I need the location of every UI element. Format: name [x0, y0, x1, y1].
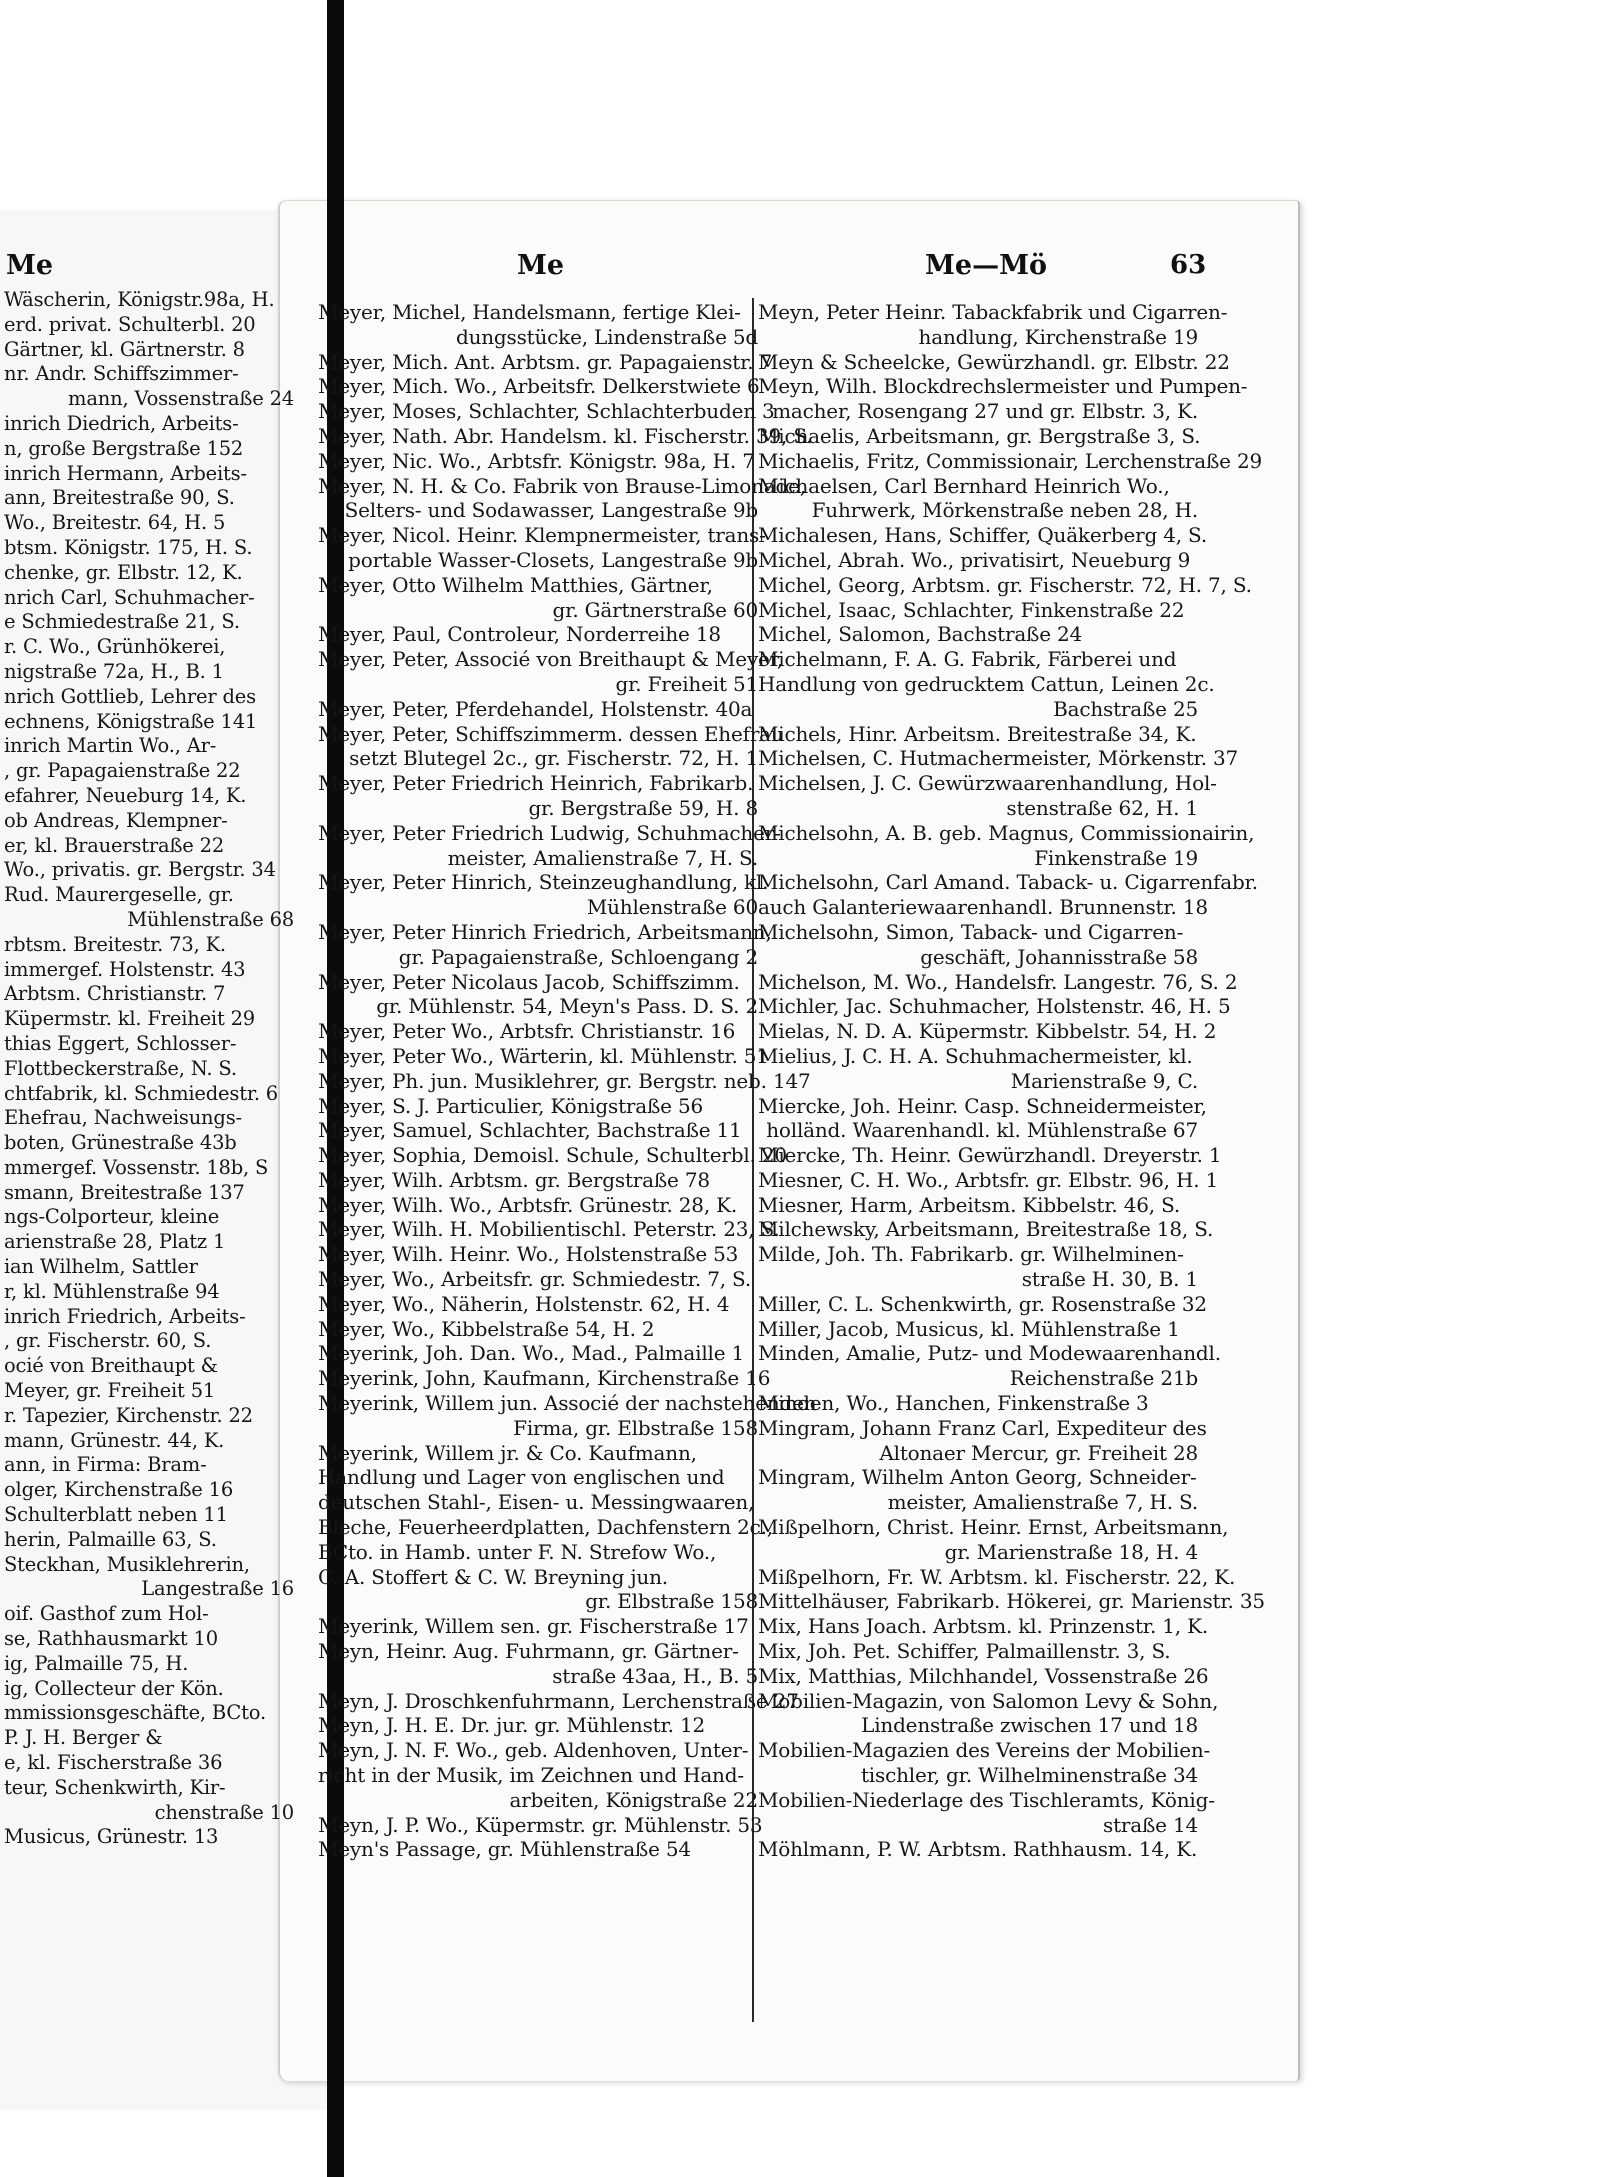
- entry-line: e Schmiedestraße 21, S.: [4, 610, 240, 634]
- entry-line: inrich Friedrich, Arbeits-: [4, 1304, 246, 1328]
- entry-line: Meyn, Wilh. Blockdrechslermeister und Pumpen-: [758, 374, 1248, 399]
- entry-line: Arbtsm. Christianstr. 7: [4, 982, 226, 1006]
- entry-line: Finkenstraße 19: [1034, 845, 1198, 870]
- entry-line: Mißpelhorn, Christ. Heinr. Ernst, Arbeitsmann,: [758, 1515, 1229, 1540]
- entry-line: straße 14: [1103, 1812, 1198, 1837]
- entry-line: gr. Gärtnerstraße 60: [552, 597, 758, 622]
- entry-line: Meyer, S. J. Particulier, Königstraße 56: [318, 1093, 703, 1118]
- entry-line: nigstraße 72a, H., B. 1: [4, 659, 224, 683]
- entry-line: Reichenstraße 21b: [1009, 1366, 1198, 1391]
- entry-line: Mielius, J. C. H. A. Schuhmachermeister, kl.: [758, 1043, 1193, 1068]
- entry-line: Miesner, C. H. Wo., Arbtsfr. gr. Elbstr. 96, H. 1: [758, 1167, 1219, 1192]
- entry-line: chenstraße 10: [154, 1800, 294, 1824]
- entry-line: deutschen Stahl-, Eisen- u. Messingwaaren,: [318, 1490, 755, 1515]
- entry-line: Michels, Hinr. Arbeitsm. Breitestraße 34, K.: [758, 721, 1197, 746]
- entry-line: efahrer, Neueburg 14, K.: [4, 783, 247, 807]
- entry-line: Meyer, Wilh. Arbtsm. gr. Bergstraße 78: [318, 1167, 710, 1192]
- entry-line: Altonaer Mercur, gr. Freiheit 28: [879, 1440, 1198, 1465]
- entry-line: Minden, Amalie, Putz- und Modewaarenhandl.: [758, 1341, 1221, 1366]
- right-column-header: Me—Mö: [925, 250, 1047, 281]
- entry-line: er, kl. Brauerstraße 22: [4, 833, 225, 857]
- entry-line: geschäft, Johannisstraße 58: [920, 944, 1198, 969]
- entry-line: boten, Grünestraße 43b: [4, 1131, 237, 1155]
- entry-line: herin, Palmaille 63, S.: [4, 1527, 217, 1551]
- entry-line: Meyer, Wo., Kibbelstraße 54, H. 2: [318, 1316, 655, 1341]
- entry-line: echnens, Königstraße 141: [4, 709, 258, 733]
- entry-line: Meyer, Samuel, Schlachter, Bachstraße 11: [318, 1118, 742, 1143]
- entry-line: Gärtner, kl. Gärtnerstr. 8: [4, 337, 245, 361]
- entry-line: nrich Carl, Schuhmacher-: [4, 585, 255, 609]
- middle-column-header: Me: [517, 250, 565, 281]
- entry-line: ig, Palmaille 75, H.: [4, 1651, 189, 1675]
- entry-line: Meyer, Paul, Controleur, Norderreihe 18: [318, 622, 721, 647]
- entry-line: Mix, Matthias, Milchhandel, Vossenstraße 26: [758, 1663, 1209, 1688]
- entry-line: Musicus, Grünestr. 13: [4, 1825, 219, 1849]
- entry-line: Meyer, Nic. Wo., Arbtsfr. Königstr. 98a, H. 7: [318, 448, 755, 473]
- entry-line: Meyer, Peter, Pferdehandel, Holstenstr. 40a: [318, 696, 753, 721]
- entry-line: Meyer, Peter Friedrich Ludwig, Schuhmacher-: [318, 820, 781, 845]
- entry-line: gr. Papagaienstraße, Schloengang 2: [398, 944, 758, 969]
- entry-line: , gr. Papagaienstraße 22: [4, 759, 241, 783]
- entry-line: Fuhrwerk, Mörkenstraße neben 28, H.: [811, 498, 1198, 523]
- page-number: 63: [1170, 250, 1207, 280]
- entry-line: meister, Amalienstraße 7, H. S.: [447, 845, 758, 870]
- entry-line: Meyer, Wilh. Wo., Arbtsfr. Grünestr. 28, K.: [318, 1192, 738, 1217]
- entry-line: Mobilien-Magazien des Vereins der Mobilien-: [758, 1738, 1211, 1763]
- entry-line: Marienstraße 9, C.: [1010, 1068, 1198, 1093]
- entry-line: Mittelhäuser, Fabrikarb. Hökerei, gr. Marienstr. 35: [758, 1589, 1265, 1614]
- entry-line: richt in der Musik, im Zeichnen und Hand-: [318, 1763, 744, 1788]
- entry-line: Meyn, J. Droschkenfuhrmann, Lerchenstraße 27: [318, 1688, 799, 1713]
- entry-line: teur, Schenkwirth, Kir-: [4, 1775, 226, 1799]
- entry-line: gr. Elbstraße 158: [585, 1589, 758, 1614]
- entry-line: Meyn & Scheelcke, Gewürzhandl. gr. Elbstr. 22: [758, 349, 1230, 374]
- entry-line: arienstraße 28, Platz 1: [4, 1230, 226, 1254]
- entry-line: ngs-Colporteur, kleine: [4, 1205, 220, 1229]
- entry-line: Mix, Hans Joach. Arbtsm. kl. Prinzenstr. 1, K.: [758, 1614, 1208, 1639]
- entry-line: Meyer, Nath. Abr. Handelsm. kl. Fischerstr. 39, S.: [318, 423, 813, 448]
- entry-line: btsm. Königstr. 175, H. S.: [4, 535, 253, 559]
- entry-line: Michaelis, Fritz, Commissionair, Lerchenstraße 29: [758, 448, 1262, 473]
- entry-line: Meyerink, Joh. Dan. Wo., Mad., Palmaille 1: [318, 1341, 745, 1366]
- entry-line: Michel, Isaac, Schlachter, Finkenstraße 22: [758, 597, 1185, 622]
- entry-line: gr. Mühlenstr. 54, Meyn's Pass. D. S. 2: [376, 994, 758, 1019]
- entry-line: ann, Breitestraße 90, S.: [4, 486, 235, 510]
- entry-line: n, große Bergstraße 152: [4, 436, 244, 460]
- entry-line: Michelmann, F. A. G. Fabrik, Färberei und: [758, 647, 1177, 672]
- entry-line: Michelsohn, Carl Amand. Taback- u. Cigarrenfabr.: [758, 870, 1258, 895]
- entry-line: Mühlenstraße 60: [586, 895, 758, 920]
- middle-column: [318, 300, 817, 2020]
- entry-line: Michelson, M. Wo., Handelsfr. Langestr. 76, S. 2: [758, 969, 1238, 994]
- entry-line: Meyn, Peter Heinr. Tabackfabrik und Cigarren-: [758, 300, 1228, 324]
- entry-line: Meyer, Peter Hinrich, Steinzeughandlung, kl.: [318, 870, 769, 895]
- entry-line: Meyer, N. H. & Co. Fabrik von Brause-Limonade,: [318, 473, 806, 498]
- entry-line: stenstraße 62, H. 1: [1006, 795, 1198, 820]
- entry-line: thias Eggert, Schlosser-: [4, 1031, 237, 1055]
- entry-line: Selters- und Sodawasser, Langestraße 9b: [344, 498, 758, 523]
- entry-line: Meyerink, Willem jun. Associé der nachstehenden: [318, 1391, 817, 1416]
- entry-line: Mißpelhorn, Fr. W. Arbtsm. kl. Fischerstr. 22, K.: [758, 1564, 1236, 1589]
- entry-line: Meyer, Peter, Schiffszimmerm. dessen Ehefrau: [318, 721, 784, 746]
- left-page-column: [4, 288, 294, 2078]
- entry-line: mmissionsgeschäfte, BCto.: [4, 1701, 266, 1725]
- entry-line: Miercke, Joh. Heinr. Casp. Schneidermeister,: [758, 1093, 1207, 1118]
- entry-line: C. A. Stoffert & C. W. Breyning jun.: [318, 1564, 668, 1589]
- entry-line: ian Wilhelm, Sattler: [4, 1255, 198, 1279]
- entry-line: Miller, C. L. Schenkwirth, gr. Rosenstraße 32: [758, 1291, 1207, 1316]
- entry-line: macher, Rosengang 27 und gr. Elbstr. 3, K.: [772, 399, 1198, 424]
- entry-line: smann, Breitestraße 137: [4, 1180, 245, 1204]
- entry-line: Flottbeckerstraße, N. S.: [4, 1056, 237, 1080]
- entry-line: Miesner, Harm, Arbeitsm. Kibbelstr. 46, S.: [758, 1192, 1181, 1217]
- entry-line: BCto. in Hamb. unter F. N. Strefow Wo.,: [318, 1539, 717, 1564]
- entry-line: Mix, Joh. Pet. Schiffer, Palmaillenstr. 3, S.: [758, 1639, 1171, 1664]
- entry-line: Wo., Breitestr. 64, H. 5: [4, 511, 226, 535]
- entry-line: , gr. Fischerstr. 60, S.: [4, 1329, 212, 1353]
- entry-line: Rud. Maurergeselle, gr.: [4, 883, 234, 907]
- entry-line: Meyer, Moses, Schlachter, Schlachterbuden 3: [318, 399, 775, 424]
- entry-line: Meyerink, Willem jr. & Co. Kaufmann,: [318, 1440, 697, 1465]
- entry-line: Miller, Jacob, Musicus, kl. Mühlenstraße 1: [758, 1316, 1180, 1341]
- entry-line: setzt Blutegel 2c., gr. Fischerstr. 72, H. 1: [349, 746, 758, 771]
- entry-line: straße 43aa, H., B. 5: [552, 1663, 758, 1688]
- entry-line: Möhlmann, P. W. Arbtsm. Rathhausm. 14, K.: [758, 1837, 1198, 1862]
- entry-line: Wo., privatis. gr. Bergstr. 34: [4, 858, 276, 882]
- entry-line: straße H. 30, B. 1: [1021, 1267, 1198, 1292]
- entry-line: Milde, Joh. Th. Fabrikarb. gr. Wilhelminen-: [758, 1242, 1184, 1267]
- entry-line: Meyer, Otto Wilhelm Matthies, Gärtner,: [318, 572, 713, 597]
- entry-line: Bachstraße 25: [1053, 696, 1198, 721]
- entry-line: Meyer, Peter Nicolaus Jacob, Schiffszimm.: [318, 969, 740, 994]
- entry-line: tischler, gr. Wilhelminenstraße 34: [860, 1763, 1198, 1788]
- entry-line: Ehefrau, Nachweisungs-: [4, 1106, 242, 1130]
- entry-line: Michel, Abrah. Wo., privatisirt, Neueburg 9: [758, 547, 1191, 572]
- entry-line: Meyer, Wilh. H. Mobilientischl. Peterstr. 23, S.: [318, 1217, 780, 1242]
- entry-line: Meyn, J. P. Wo., Küpermstr. gr. Mühlenstr. 53: [318, 1812, 763, 1837]
- entry-line: Meyer, Wo., Arbeitsfr. gr. Schmiedestr. 7, S.: [318, 1267, 751, 1292]
- entry-line: Miercke, Th. Heinr. Gewürzhandl. Dreyerstr. 1: [758, 1143, 1222, 1168]
- entry-line: Meyer, gr. Freiheit 51: [4, 1379, 216, 1403]
- entry-line: Mingram, Johann Franz Carl, Expediteur des: [758, 1415, 1207, 1440]
- entry-line: Michalesen, Hans, Schiffer, Quäkerberg 4, S.: [758, 523, 1207, 548]
- entry-line: inrich Diedrich, Arbeits-: [4, 411, 239, 435]
- entry-line: Meyn, J. H. E. Dr. jur. gr. Mühlenstr. 12: [318, 1713, 705, 1738]
- entry-line: holländ. Waarenhandl. kl. Mühlenstraße 67: [766, 1118, 1198, 1143]
- entry-line: handlung, Kirchenstraße 19: [918, 324, 1198, 349]
- entry-line: Milchewsky, Arbeitsmann, Breitestraße 18, S.: [758, 1217, 1214, 1242]
- entry-line: Meyer, Peter Wo., Arbtsfr. Christianstr. 16: [318, 1019, 736, 1044]
- entry-line: Meyerink, Willem sen. gr. Fischerstraße 17: [318, 1614, 749, 1639]
- right-column: [758, 300, 1265, 2020]
- entry-line: Meyer, Ph. jun. Musiklehrer, gr. Bergstr. neb. 147: [318, 1068, 811, 1093]
- entry-line: Michler, Jac. Schuhmacher, Holstenstr. 46, H. 5: [758, 994, 1231, 1019]
- entry-line: ann, in Firma: Bram-: [4, 1453, 207, 1477]
- entry-line: Meyer, Michel, Handelsmann, fertige Klei-: [318, 300, 741, 324]
- entry-line: Bleche, Feuerheerdplatten, Dachfenstern 2c.,: [318, 1515, 773, 1540]
- entry-line: Mingram, Wilhelm Anton Georg, Schneider-: [758, 1465, 1197, 1490]
- entry-line: Schulterblatt neben 11: [4, 1503, 228, 1527]
- entry-line: Minden, Wo., Hanchen, Finkenstraße 3: [758, 1391, 1149, 1416]
- entry-line: Meyn, Heinr. Aug. Fuhrmann, gr. Gärtner-: [318, 1639, 739, 1664]
- entry-line: mmergef. Vossenstr. 18b, S: [4, 1155, 269, 1179]
- entry-line: ig, Collecteur der Kön.: [4, 1676, 224, 1700]
- entry-line: Michelsohn, A. B. geb. Magnus, Commissionairin,: [758, 820, 1255, 845]
- entry-line: Meyer, Sophia, Demoisl. Schule, Schulterbl. 20: [318, 1143, 787, 1168]
- entry-line: gr. Marienstraße 18, H. 4: [944, 1539, 1198, 1564]
- entry-line: Meyn, J. N. F. Wo., geb. Aldenhoven, Unter-: [318, 1738, 749, 1763]
- entry-line: meister, Amalienstraße 7, H. S.: [887, 1490, 1198, 1515]
- entry-line: nr. Andr. Schiffszimmer-: [4, 362, 239, 386]
- entry-line: Handlung und Lager von englischen und: [318, 1465, 725, 1490]
- entry-line: Küpermstr. kl. Freiheit 29: [4, 1007, 256, 1031]
- entry-line: chtfabrik, kl. Schmiedestr. 6: [4, 1081, 279, 1105]
- entry-line: Meyn's Passage, gr. Mühlenstraße 54: [318, 1837, 691, 1862]
- entry-line: Meyer, Peter Hinrich Friedrich, Arbeitsmann,: [318, 919, 772, 944]
- entry-line: inrich Martin Wo., Ar-: [4, 734, 217, 758]
- left-page-header: Me: [6, 250, 54, 281]
- entry-line: r, kl. Mühlenstraße 94: [4, 1279, 220, 1303]
- entry-line: Mühlenstraße 68: [127, 907, 294, 931]
- entry-line: oif. Gasthof zum Hol-: [4, 1602, 209, 1626]
- entry-line: inrich Hermann, Arbeits-: [4, 461, 247, 485]
- entry-line: Meyer, Peter, Associé von Breithaupt & Meyer,: [318, 647, 783, 672]
- entry-line: Mobilien-Magazin, von Salomon Levy & Sohn,: [758, 1688, 1219, 1713]
- entry-line: gr. Bergstraße 59, H. 8: [528, 795, 758, 820]
- entry-line: ob Andreas, Klempner-: [4, 808, 228, 832]
- entry-line: P. J. H. Berger &: [4, 1726, 163, 1750]
- entry-line: portable Wasser-Closets, Langestraße 9b: [348, 547, 758, 572]
- entry-line: chenke, gr. Elbstr. 12, K.: [4, 560, 243, 584]
- entry-line: arbeiten, Königstraße 22: [509, 1787, 758, 1812]
- entry-line: Steckhan, Musiklehrerin,: [4, 1552, 250, 1576]
- entry-line: nrich Gottlieb, Lehrer des: [4, 684, 256, 708]
- entry-line: Michaelsen, Carl Bernhard Heinrich Wo.,: [758, 473, 1170, 498]
- entry-line: r. Tapezier, Kirchenstr. 22: [4, 1403, 253, 1427]
- entry-line: olger, Kirchenstraße 16: [4, 1478, 234, 1502]
- entry-line: immergef. Holstenstr. 43: [4, 957, 246, 981]
- entry-line: Lindenstraße zwischen 17 und 18: [861, 1713, 1198, 1738]
- entry-line: mann, Vossenstraße 24: [68, 387, 294, 411]
- entry-line: Michaelis, Arbeitsmann, gr. Bergstraße 3, S.: [758, 423, 1201, 448]
- entry-line: Wäscherin, Königstr.98a, H.: [4, 288, 275, 311]
- entry-line: Meyer, Wilh. Heinr. Wo., Holstenstraße 53: [318, 1242, 739, 1267]
- entry-line: r. C. Wo., Grünhökerei,: [4, 635, 226, 659]
- entry-line: Michelsen, C. Hutmachermeister, Mörkenstr. 37: [758, 746, 1239, 771]
- entry-line: ocié von Breithaupt &: [4, 1354, 218, 1378]
- entry-line: Langestraße 16: [141, 1577, 294, 1601]
- entry-line: Handlung von gedrucktem Cattun, Leinen 2c.: [758, 671, 1215, 696]
- entry-line: dungsstücke, Lindenstraße 5d: [455, 324, 758, 349]
- entry-line: Michel, Salomon, Bachstraße 24: [758, 622, 1083, 647]
- entry-line: Michelsohn, Simon, Taback- und Cigarren-: [758, 919, 1184, 944]
- entry-line: erd. privat. Schulterbl. 20: [4, 312, 256, 336]
- entry-line: Meyer, Peter Wo., Wärterin, kl. Mühlenstr. 51: [318, 1043, 769, 1068]
- entry-line: Meyer, Mich. Ant. Arbtsm. gr. Papagaienstr. 7: [318, 349, 773, 374]
- entry-line: Meyer, Mich. Wo., Arbeitsfr. Delkerstwiete 6: [318, 374, 760, 399]
- entry-line: se, Rathhausmarkt 10: [4, 1627, 218, 1651]
- entry-line: Mielas, N. D. A. Küpermstr. Kibbelstr. 54, H. 2: [758, 1019, 1217, 1044]
- entry-line: mann, Grünestr. 44, K.: [4, 1428, 225, 1452]
- entry-line: rbtsm. Breitestr. 73, K.: [4, 932, 226, 956]
- entry-line: Firma, gr. Elbstraße 158: [513, 1415, 758, 1440]
- entry-line: e, kl. Fischerstraße 36: [4, 1751, 223, 1775]
- entry-line: Michel, Georg, Arbtsm. gr. Fischerstr. 72, H. 7, S.: [758, 572, 1252, 597]
- entry-line: gr. Freiheit 51: [615, 671, 758, 696]
- entry-line: auch Galanteriewaarenhandl. Brunnenstr. 18: [758, 895, 1208, 920]
- entry-line: Meyer, Wo., Näherin, Holstenstr. 62, H. 4: [318, 1291, 730, 1316]
- entry-line: Meyerink, John, Kaufmann, Kirchenstraße 16: [318, 1366, 771, 1391]
- entry-line: Meyer, Nicol. Heinr. Klempnermeister, trans-: [318, 523, 766, 548]
- entry-line: Meyer, Peter Friedrich Heinrich, Fabrikarb.: [318, 771, 754, 796]
- entry-line: Mobilien-Niederlage des Tischleramts, König-: [758, 1787, 1215, 1812]
- entry-line: Michelsen, J. C. Gewürzwaarenhandlung, Hol-: [758, 771, 1217, 796]
